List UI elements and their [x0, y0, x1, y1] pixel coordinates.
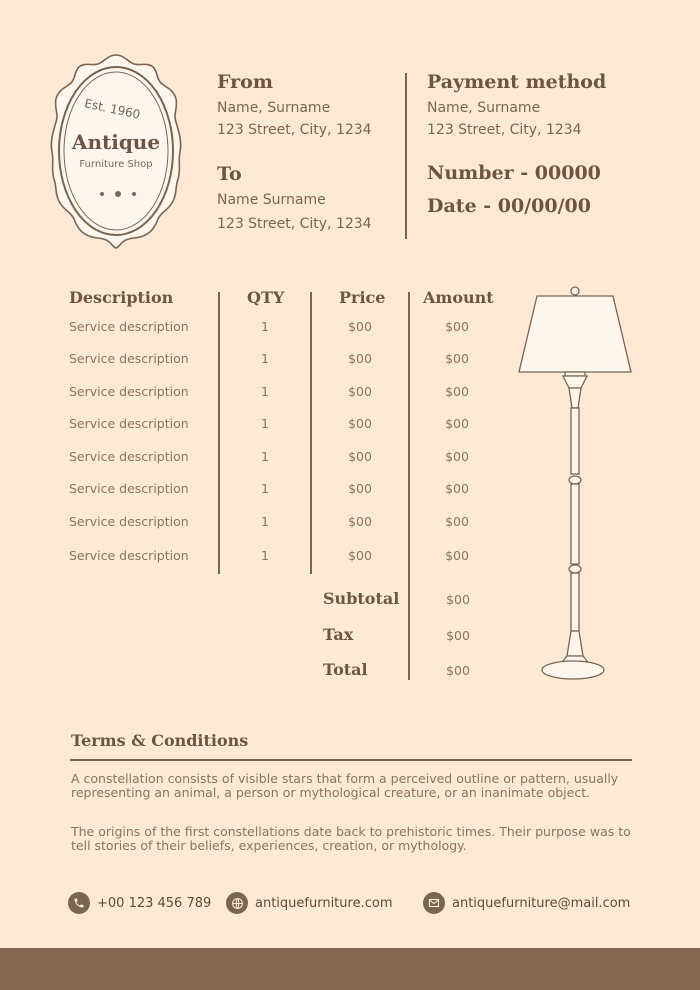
- floor-lamp-illustration: [515, 284, 635, 684]
- row-description: Service description: [69, 481, 189, 496]
- row-price: $00: [348, 319, 372, 334]
- table-row: [0, 546, 520, 566]
- from-title: From: [217, 71, 273, 93]
- row-price: $00: [348, 351, 372, 366]
- to-title: To: [217, 163, 242, 185]
- row-description: Service description: [69, 416, 189, 431]
- header-qty: QTY: [247, 288, 285, 307]
- row-price: $00: [348, 548, 372, 563]
- row-qty: 1: [261, 416, 269, 431]
- logo-name: Antique: [71, 130, 161, 154]
- terms-paragraph-2: The origins of the first constellations date back to prehistoric times. Their purpose was to tell stories of their beliefs, experiences, creation, or mythology.: [71, 824, 631, 853]
- row-amount: $00: [445, 351, 469, 366]
- globe-icon: [226, 892, 248, 914]
- row-description: Service description: [69, 351, 189, 366]
- to-name: Name Surname: [217, 192, 326, 208]
- header-description: Description: [69, 288, 174, 307]
- tax-value: $00: [446, 628, 470, 643]
- website-text: antiquefurniture.com: [255, 895, 393, 911]
- table-row: [0, 317, 520, 337]
- email-text: antiquefurniture@mail.com: [452, 895, 631, 911]
- row-description: Service description: [69, 548, 189, 563]
- row-price: $00: [348, 416, 372, 431]
- logo-est: Est. 1960: [83, 96, 142, 122]
- from-address: 123 Street, City, 1234: [217, 122, 372, 138]
- envelope-icon: [423, 892, 445, 914]
- table-row: [0, 479, 520, 499]
- contact-website[interactable]: [226, 892, 392, 914]
- subtotal-value: $00: [446, 592, 470, 607]
- table-row: [0, 349, 520, 369]
- total-value: $00: [446, 663, 470, 678]
- row-description: Service description: [69, 514, 189, 529]
- table-row: [0, 414, 520, 434]
- from-name: Name, Surname: [217, 100, 331, 116]
- header-price: Price: [339, 288, 386, 307]
- row-amount: $00: [445, 319, 469, 334]
- header-amount: Amount: [423, 288, 494, 307]
- row-qty: 1: [261, 481, 269, 496]
- phone-text: +00 123 456 789: [97, 895, 212, 911]
- to-address: 123 Street, City, 1234: [217, 216, 372, 232]
- terms-divider: [70, 759, 632, 761]
- row-amount: $00: [445, 416, 469, 431]
- row-description: Service description: [69, 384, 189, 399]
- terms-paragraph-1: A constellation consists of visible stars that form a perceived outline or pattern, usually representing an animal, a person or mythological creature, or an inanimate object.: [71, 771, 619, 800]
- row-price: $00: [348, 449, 372, 464]
- total-label: Total: [323, 660, 368, 679]
- payment-address: 123 Street, City, 1234: [427, 122, 582, 138]
- row-qty: 1: [261, 449, 269, 464]
- row-price: $00: [348, 384, 372, 399]
- row-price: $00: [348, 514, 372, 529]
- row-amount: $00: [445, 548, 469, 563]
- payment-title: Payment method: [427, 71, 607, 93]
- header-divider: [405, 73, 407, 239]
- table-row: [0, 512, 520, 532]
- subtotal-label: Subtotal: [323, 589, 400, 608]
- table-row: [0, 447, 520, 467]
- row-description: Service description: [69, 319, 189, 334]
- row-qty: 1: [261, 514, 269, 529]
- row-amount: $00: [445, 481, 469, 496]
- invoice-date: Date - 00/00/00: [427, 195, 591, 217]
- row-amount: $00: [445, 384, 469, 399]
- contact-email[interactable]: [423, 892, 630, 914]
- contact-phone[interactable]: [68, 892, 211, 914]
- row-price: $00: [348, 481, 372, 496]
- invoice-number: Number - 00000: [427, 162, 601, 184]
- logo-dots: [100, 183, 136, 202]
- row-amount: $00: [445, 449, 469, 464]
- row-qty: 1: [261, 384, 269, 399]
- table-row: [0, 382, 520, 402]
- shop-logo: [50, 52, 182, 250]
- row-qty: 1: [261, 548, 269, 563]
- phone-icon: [68, 892, 90, 914]
- payment-name: Name, Surname: [427, 100, 541, 116]
- terms-title: Terms & Conditions: [71, 731, 249, 750]
- tax-label: Tax: [323, 625, 354, 644]
- row-qty: 1: [261, 319, 269, 334]
- logo-subtitle: Furniture Shop: [79, 159, 153, 170]
- row-description: Service description: [69, 449, 189, 464]
- footer-bar: [0, 948, 700, 990]
- row-amount: $00: [445, 514, 469, 529]
- row-qty: 1: [261, 351, 269, 366]
